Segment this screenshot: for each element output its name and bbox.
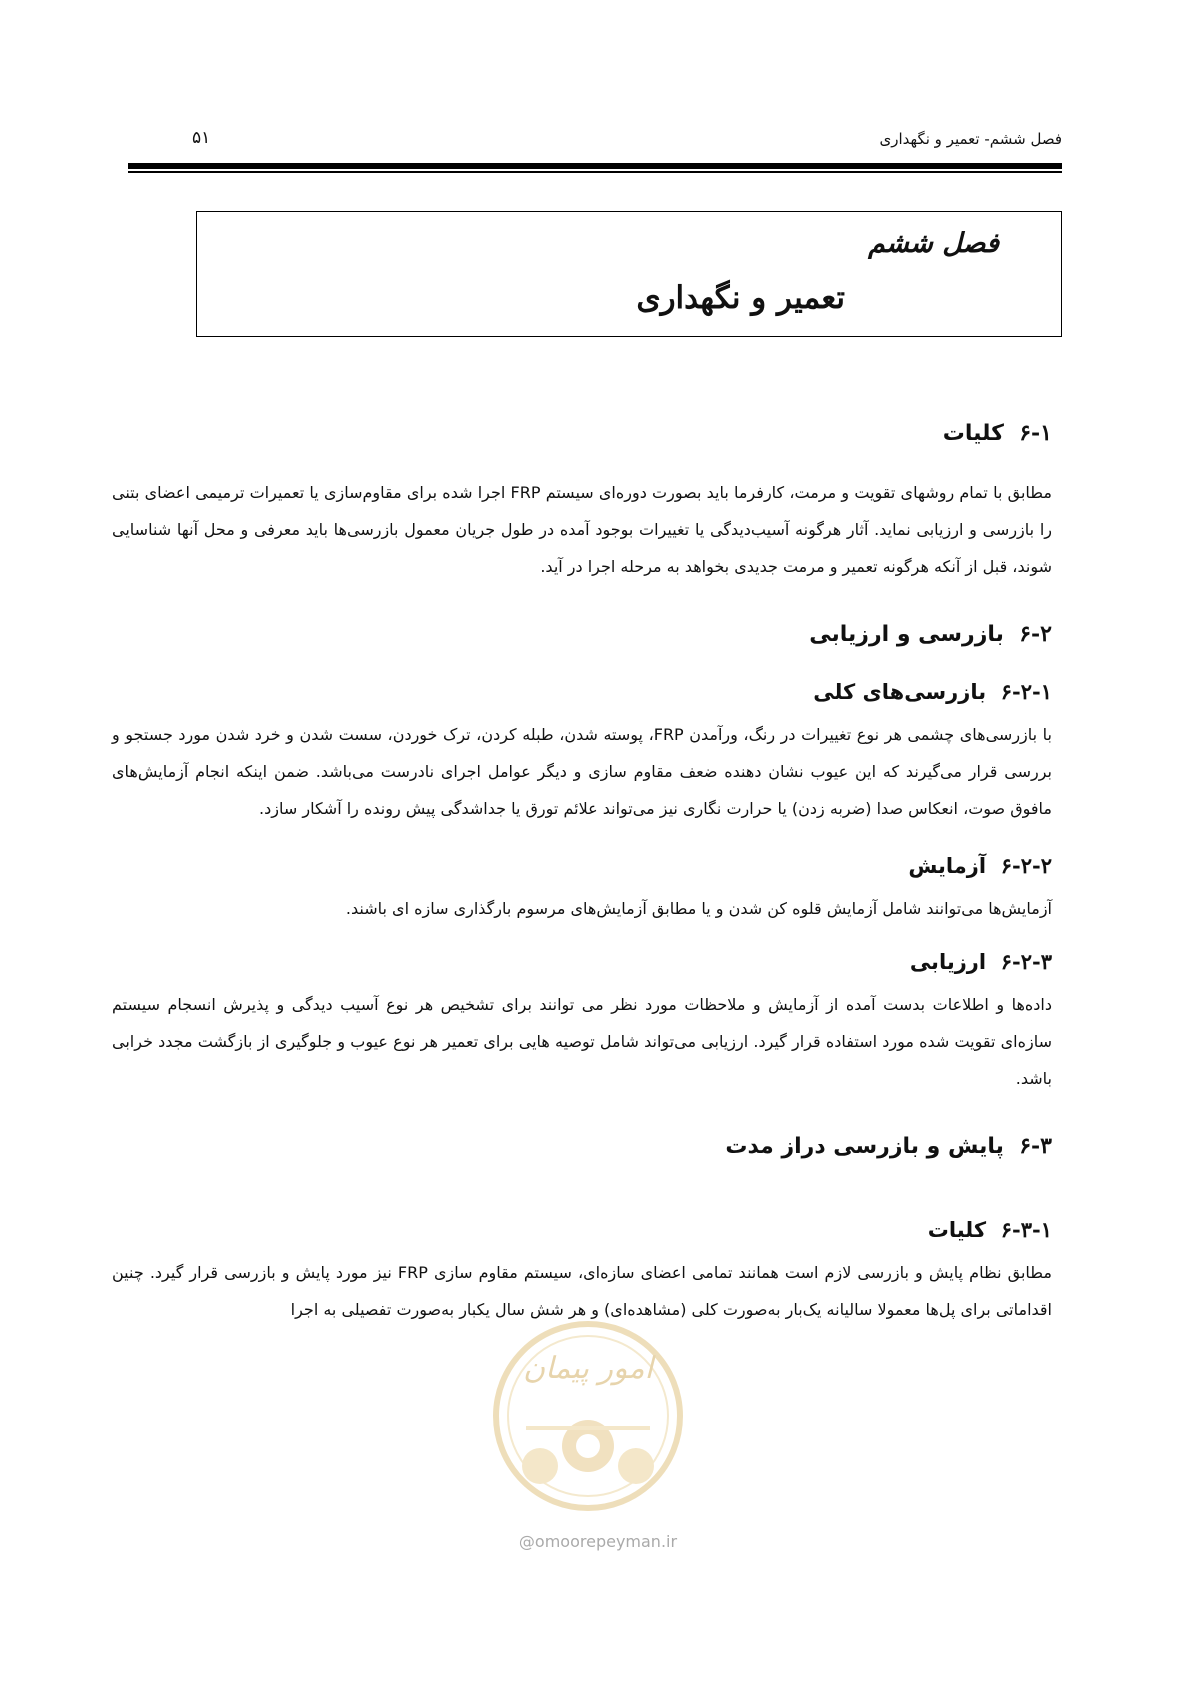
section-heading-6-2-3 (112, 949, 1052, 974)
section-title: بازرسی و ارزیابی (809, 622, 1004, 647)
section-heading-6-3 (112, 1133, 1052, 1159)
section-heading-6-2 (112, 621, 1052, 647)
paragraph-6-1: مطابق با تمام روشهای تقویت و مرمت، کارفرما باید بصورت دوره‌ای سیستم FRP اجرا شده برای مقاوم‌سازی یا تعمیرات ترمیمی اعضای بتنی را بازرسی و ارزیابی نماید. آثار هرگونه آسیب‌دیدگی یا تغییرات بوجود آمده در طول جریان معمول بازرسی‌ها باید معرفی و محل آنها شناسایی شوند، قبل از آنکه هرگونه تعمیر و مرمت جدیدی بخواهد به مرحله اجرا در آید. (112, 483, 1052, 576)
chapter-label: فصل ششم (868, 228, 999, 259)
running-header (128, 130, 1062, 156)
section-title: کلیات (927, 1218, 987, 1242)
chapter-title-box (196, 211, 1062, 337)
section-title: ارزیابی (909, 950, 987, 974)
section-number: ۶-۲-۱ (1000, 679, 1052, 704)
paragraph-6-2-2: آزمایش‌ها می‌توانند شامل آزمایش قلوه کن شدن و یا مطابق آزمایش‌های مرسوم بارگذاری سازه ای باشند. (345, 899, 1052, 918)
section-title: پایش و بازرسی دراز مدت (725, 1134, 1004, 1159)
page-number: ۵۱ (192, 128, 211, 148)
section-heading-6-2-1 (112, 679, 1052, 704)
watermark-site: @omoorepeyman.ir (518, 1532, 678, 1551)
section-number: ۶-۲-۲ (1000, 853, 1052, 878)
watermark-logo-text: امور پیمان (523, 1351, 653, 1386)
section-number: ۶-۳-۱ (1000, 1217, 1052, 1242)
section-number: ۶-۱ (1019, 420, 1052, 446)
section-title: کلیات (942, 421, 1004, 446)
paragraph-6-3-1: مطابق نظام پایش و بازرسی لازم است همانند تمامی اعضای سازه‌ای، سیستم مقاوم سازی FRP نیز مورد پایش و بازرسی قرار گیرد. چنین اقداماتی برای پل‌ها معمولا سالیانه یک‌بار به‌صورت کلی (مشاهده‌ای) و هر شش سال یکبار به‌صورت تفصیلی به اجرا (112, 1263, 1052, 1319)
section-heading-6-1 (112, 420, 1052, 446)
section-number: ۶-۲ (1019, 621, 1052, 647)
chapter-title: تعمیر و نگهداری (636, 280, 845, 316)
watermark-logo (488, 1316, 688, 1516)
section-title: بازرسی‌های کلی (813, 680, 987, 704)
document-body (112, 420, 1052, 1328)
header-rule-thin (128, 171, 1062, 173)
section-heading-6-2-2 (112, 853, 1052, 878)
paragraph-6-2-3: داده‌ها و اطلاعات بدست آمده از آزمایش و ملاحظات مورد نظر می توانند برای تشخیص هر نوع آسیب دیدگی و پذیرش انسجام سیستم سازه‌ای تقویت شده مورد استفاده قرار گیرد. ارزیابی می‌تواند شامل توصیه هایی برای تعمیر هر نوع عیوب و جلوگیری از بازگشت مجدد خرابی باشد. (112, 995, 1052, 1088)
section-title: آزمایش (908, 854, 987, 878)
section-number: ۶-۳ (1019, 1133, 1052, 1159)
paragraph-6-2-1: با بازرسی‌های چشمی هر نوع تغییرات در رنگ، ورآمدن FRP، پوسته شدن، طبله کردن، ترک خوردن، سست شدن و خرد شدن مورد جستجو و بررسی قرار می‌گیرند که این عیوب نشان دهنده ضعف مقاوم سازی و دیگر عوامل اجرای نادرست می‌باشد. ضمن اینکه انجام آزمایش‌های مافوق صوت، انعکاس صدا (ضربه زدن) یا حرارت نگاری نیز می‌تواند علائم تورق یا جداشدگی پیش رونده را آشکار سازد. (112, 725, 1052, 818)
section-heading-6-3-1 (112, 1217, 1052, 1242)
running-title: فصل ششم- تعمیر و نگهداری (879, 130, 1062, 148)
header-rule-thick (128, 163, 1062, 169)
section-number: ۶-۲-۳ (1000, 949, 1052, 974)
